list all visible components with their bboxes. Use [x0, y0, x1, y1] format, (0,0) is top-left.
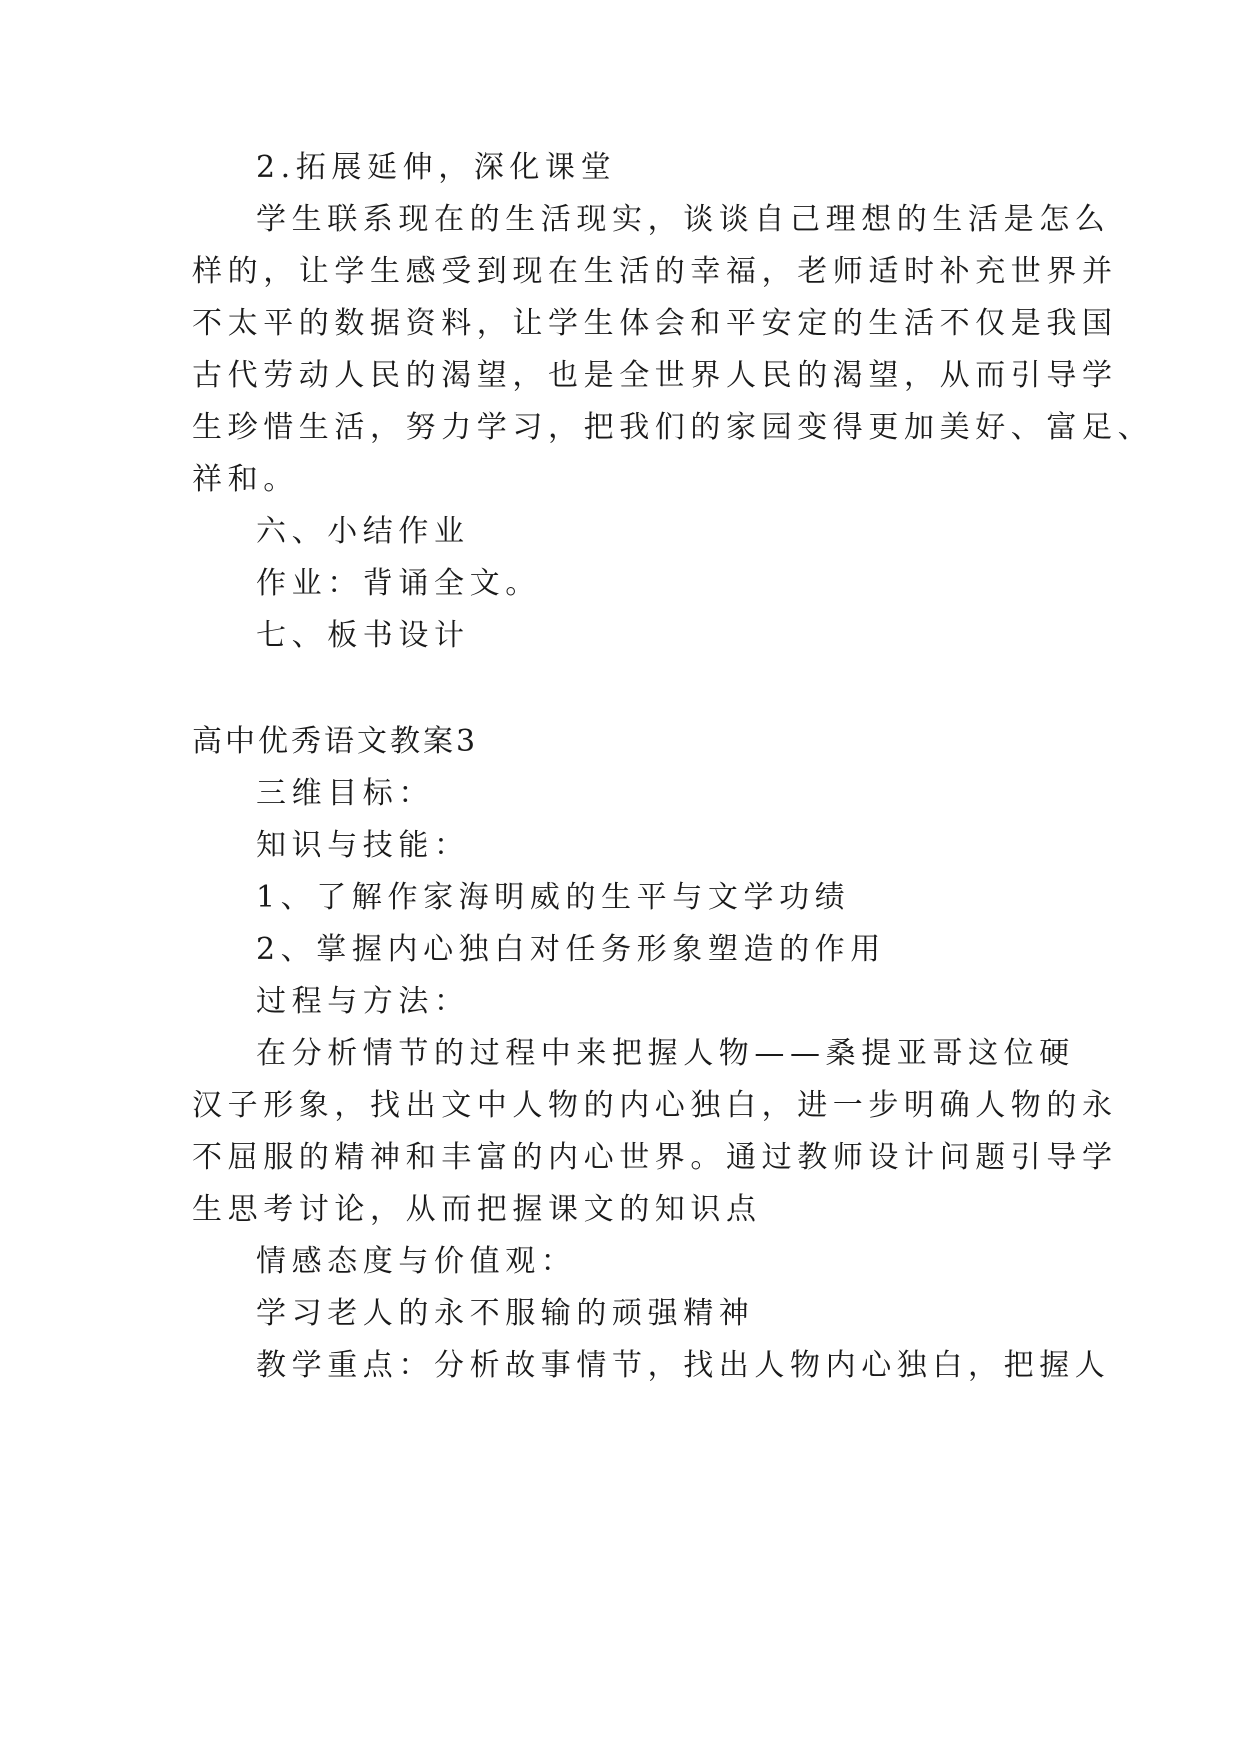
homework-text: 作业：背诵全文。: [256, 566, 541, 601]
paragraph-1-line-1: 学生联系现在的生活现实，谈谈自己理想的生活是怎么: [256, 202, 1111, 237]
knowledge-title: 知识与技能：: [256, 828, 470, 863]
emotion-title: 情感态度与价值观：: [256, 1244, 577, 1279]
knowledge-item-1: 1、了解作家海明威的生平与文学功绩: [256, 880, 851, 915]
paragraph-2-line-2: 汉子形象，找出文中人物的内心独白，进一步明确人物的永: [192, 1088, 1118, 1123]
paragraph-1-line-5: 生珍惜生活，努力学习，把我们的家园变得更加美好、富足、: [192, 410, 1154, 445]
process-title: 过程与方法：: [256, 984, 470, 1019]
part-6-title: 六、小结作业: [256, 514, 470, 549]
emotion-text: 学习老人的永不服输的顽强精神: [256, 1296, 755, 1331]
paragraph-1-line-3: 不太平的数据资料，让学生体会和平安定的生活不仅是我国: [192, 306, 1118, 341]
paragraph-1-line-2: 样的，让学生感受到现在生活的幸福，老师适时补充世界并: [192, 254, 1118, 289]
paragraph-1-line-6: 祥和。: [192, 462, 299, 497]
part-7-title: 七、板书设计: [256, 618, 470, 653]
paragraph-2-line-3: 不屈服的精神和丰富的内心世界。通过教师设计问题引导学: [192, 1140, 1118, 1175]
lesson-3-title: 高中优秀语文教案3: [192, 724, 479, 759]
paragraph-2-line-4: 生思考讨论，从而把握课文的知识点: [192, 1192, 762, 1227]
key-points-text: 教学重点：分析故事情节，找出人物内心独白，把握人: [256, 1348, 1111, 1383]
goals-title: 三维目标：: [256, 776, 434, 811]
paragraph-1-line-4: 古代劳动人民的渴望，也是全世界人民的渴望，从而引导学: [192, 358, 1118, 393]
paragraph-2-line-1: 在分析情节的过程中来把握人物——桑提亚哥这位硬: [256, 1036, 1075, 1071]
section-2-title: 2.拓展延伸，深化课堂: [256, 150, 617, 185]
knowledge-item-2: 2、掌握内心独白对任务形象塑造的作用: [256, 932, 886, 967]
